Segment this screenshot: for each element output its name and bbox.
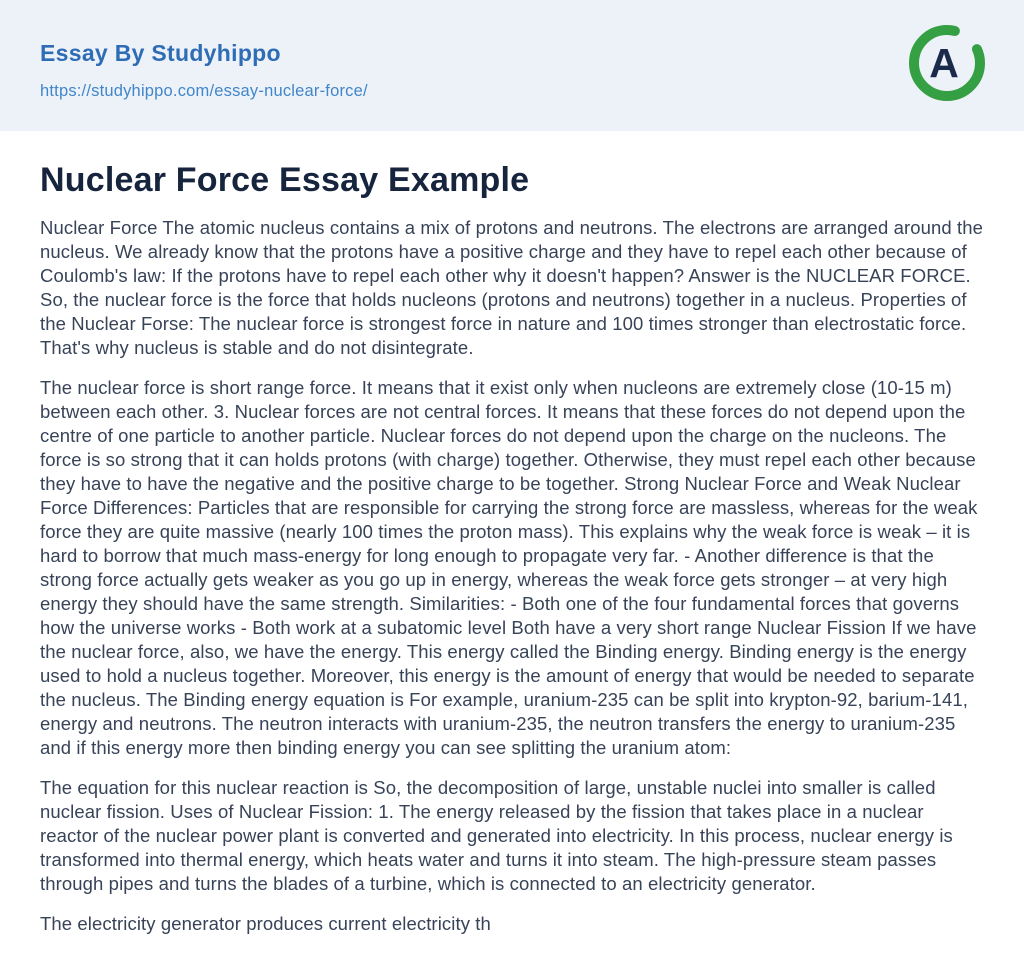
essay-url-link[interactable]: https://studyhippo.com/essay-nuclear-force/ <box>40 82 368 100</box>
studyhippo-logo-icon[interactable] <box>908 24 986 102</box>
site-title: Essay By Studyhippo <box>40 40 281 66</box>
page-title: Nuclear Force Essay Example <box>40 161 530 199</box>
essay-paragraph: The electricity generator produces current electricity th <box>40 913 491 934</box>
page-header <box>0 0 1024 131</box>
article-body <box>0 131 1024 936</box>
essay-paragraph: The equation for this nuclear reaction is So, the decomposition of large, unstable nuclei into smaller is called nuclear fission. Uses of Nuclear Fission: 1. The energy released by the fission that takes place in a nuclear reactor of the nuclear power plant is converted and generated into electricity. In this process, nuclear energy is transformed into thermal energy, which heats water and turns it into steam. The high-pressure steam passes through pipes and turns the blades of a turbine, which is connected to an electricity generator. <box>40 777 953 894</box>
essay-paragraph: Nuclear Force The atomic nucleus contains a mix of protons and neutrons. The electrons are arranged around the nucleus. We already know that the protons have a positive charge and they have to repel each other because of Coulomb's law: If the protons have to repel each other why it doesn't happen? Answer is the NUCLEAR FORCE. So, the nuclear force is the force that holds nucleons (protons and neutrons) together in a nucleus. Properties of the Nuclear Forse: The nuclear force is strongest force in nature and 100 times stronger than electrostatic force. That's why nucleus is stable and do not disintegrate. <box>40 217 984 358</box>
logo-letter: A <box>929 40 959 86</box>
essay-paragraph: The nuclear force is short range force. It means that it exist only when nucleons are extremely close (10-15 m) between each other. 3. Nuclear forces are not central forces. It means that these forces do not depend upon the centre of one particle to another particle. Nuclear forces do not depend upon the charge on the nucleons. The force is so strong that it can holds protons (with charge) together. Otherwise, they must repel each other because they have to have the negative and the positive charge to be together. Strong Nuclear Force and Weak Nuclear Force Differences: Particles that are responsible for carrying the strong force are massless, whereas for the weak force they are quite massive (nearly 100 times the proton mass). This explains why the weak force is weak – it is hard to borrow that much mass-energy for long enough to propagate very far. - Another difference is that the strong force actually gets weaker as you go up in energy, whereas the weak force gets stronger – at very high energy they should have the same strength. Similarities: - Both one of the four fundamental forces that governs how the universe works - Both work at a subatomic level Both have a very short range Nuclear Fission If we have the nuclear force, also, we have the energy. This energy called the Binding energy. Binding energy is the energy used to hold a nucleus together. Moreover, this energy is the amount of energy that would be needed to separate the nucleus. The Binding energy equation is For example, uranium-235 can be split into krypton-92, barium-141, energy and neutrons. The neutron interacts with uranium-235, the neutron transfers the energy to uranium-235 and if this energy more then binding energy you can see splitting the uranium atom: <box>40 377 978 758</box>
